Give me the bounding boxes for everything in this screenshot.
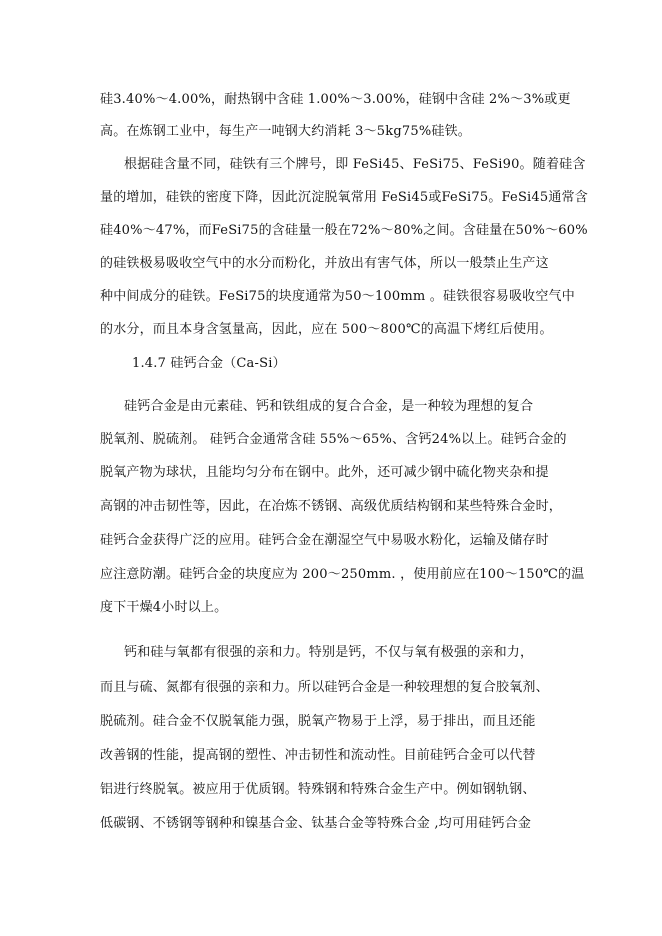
text-line: 硅3.40%～4.00%，耐热钢中含硅 1.00%～3.00%，硅钢中含硅 2%～3%或更 <box>100 92 571 107</box>
text-line: 脱氧剂、脱硫剂。 硅钙合金通常含硅 55%～65%、含钙24%以上。硅钙合金的 <box>100 432 567 447</box>
text-line: 高。在炼钢工业中，每生产一吨钢大约消耗 3～5kg75%硅铁。 <box>100 124 471 139</box>
text-line: 高钢的冲击韧性等，因此，在冶炼不锈钢、高级优质结构钢和某些特殊合金时， <box>100 499 563 514</box>
text-line: 量的增加，硅铁的密度下降，因此沉淀脱氧常用 FeSi45或FeSi75。FeSi45通常含 <box>100 190 588 205</box>
text-line: 硅钙合金获得广泛的应用。硅钙合金在潮湿空气中易吸水粉化，运输及储存时 <box>100 533 549 548</box>
text-line: 钙和硅与氧都有很强的亲和力。特别是钙，不仅与氧有极强的亲和力， <box>124 645 534 660</box>
text-line: 硅40%～47%，而FeSi75的含硅量一般在72%～80%之间。含硅量在50%～60% <box>100 223 588 238</box>
text-line: 而且与硫、氮都有很强的亲和力。所以硅钙合金是一种较理想的复合胶氧剂、 <box>100 680 549 695</box>
text-line: 种中间成分的硅铁。FeSi75的块度通常为50～100mm 。硅铁很容易吸收空气中 <box>100 289 575 304</box>
text-line: 脱氧产物为球状，且能均匀分布在钢中。此外，还可减少钢中硫化物夹杂和提 <box>100 465 549 480</box>
text-line: 硅钙合金是由元素硅、钙和铁组成的复合合金，是一种较为理想的复合 <box>124 399 534 414</box>
text-line: 脱硫剂。硅合金不仅脱氧能力强，脱氧产物易于上浮，易于排出，而且还能 <box>100 714 536 729</box>
text-line: 应注意防潮。硅钙合金的块度应为 200～250mm. ，使用前应在100～150℃的温 <box>100 567 585 582</box>
text-line: 度下干燥4小时以上。 <box>100 600 228 615</box>
text-line: 根据硅含量不同，硅铁有三个牌号，即 FeSi45、FeSi75、FeSi90。随着硅含 <box>124 157 586 172</box>
text-line: 低碳钢、不锈钢等钢种和镍基合金、钛基合金等特殊合金 ,均可用硅钙合金 <box>100 816 532 831</box>
text-line: 的硅铁极易吸收空气中的水分而粉化，并放出有害气体，所以一般禁止生产这 <box>100 256 549 271</box>
text-line: 改善钢的性能，提高钢的塑性、冲击韧性和流动性。目前硅钙合金可以代替 <box>100 748 536 763</box>
section-heading: 1.4.7 硅钙合金（Ca-Si） <box>132 356 286 371</box>
text-line: 的水分，而且本身含氢量高，因此，应在 500～800℃的高温下烤红后使用。 <box>100 322 553 337</box>
text-line: 铝进行终脱氧。被应用于优质钢。特殊钢和特殊合金生产中。例如钢轨钢、 <box>100 782 536 797</box>
